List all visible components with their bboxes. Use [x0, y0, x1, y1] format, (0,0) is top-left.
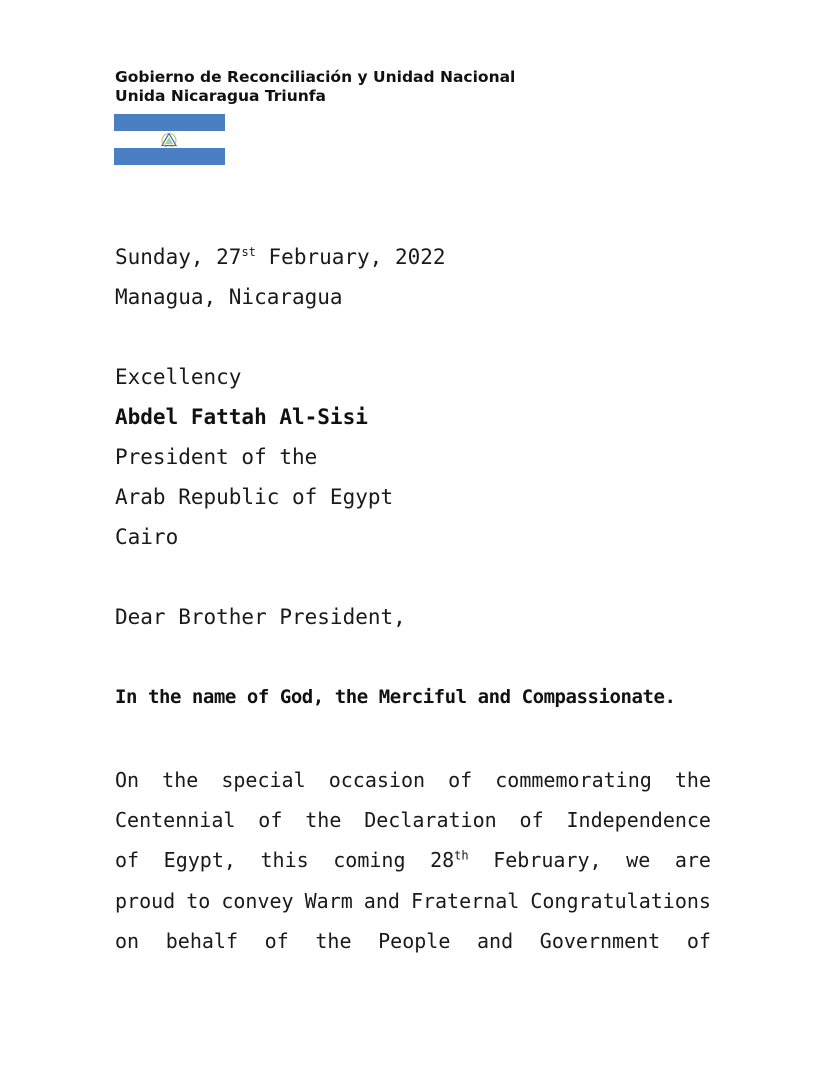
body-word: and — [363, 888, 400, 913]
body-word: we — [626, 848, 651, 873]
body-word: the — [305, 808, 342, 833]
letterhead-slogan: Unida Nicaragua Triunfa — [115, 87, 327, 105]
coat-of-arms-icon — [160, 132, 178, 147]
body-word: Centennial — [115, 808, 236, 833]
body-word: commemorating — [495, 768, 652, 792]
body-word: of — [264, 928, 289, 953]
body-line — [115, 921, 711, 961]
body-word: this — [260, 848, 309, 873]
body-word: are — [674, 848, 711, 873]
body-word: coming — [333, 848, 406, 873]
body-word: of — [686, 928, 711, 953]
body-word: On — [115, 768, 140, 792]
addressee-salutation: Excellency — [115, 365, 242, 389]
addressee-title-line1: President of the — [115, 445, 318, 469]
letterhead-government-name: Gobierno de Reconciliación y Unidad Nacional — [115, 68, 516, 86]
letter-body — [115, 760, 711, 961]
body-day-suffix: th — [454, 848, 469, 863]
body-line — [115, 881, 711, 921]
addressee-name: Abdel Fattah Al-Sisi — [115, 405, 368, 429]
body-word: Government — [539, 928, 661, 953]
body-word: proud — [115, 888, 176, 913]
letter-place: Managua, Nicaragua — [115, 285, 343, 309]
body-word: the — [674, 768, 711, 792]
body-word: the — [162, 768, 199, 792]
letter-date — [115, 245, 446, 269]
date-day-suffix: st — [241, 245, 256, 259]
body-word: special — [221, 768, 306, 792]
letterhead — [115, 68, 515, 106]
body-line — [115, 840, 711, 880]
body-word: behalf — [165, 928, 238, 953]
body-word: occasion — [328, 768, 426, 792]
body-day-number: 28 — [430, 848, 455, 873]
nicaragua-flag-icon — [114, 114, 225, 165]
addressee-city: Cairo — [115, 525, 179, 549]
body-word: of — [448, 768, 473, 792]
body-word: February, — [493, 848, 602, 873]
invocation: In the name of God, the Merciful and Compassionate. — [115, 686, 676, 708]
date-month-year: February, 2022 — [255, 245, 446, 269]
body-word: and — [477, 928, 514, 953]
greeting: Dear Brother President, — [115, 605, 406, 629]
body-word: to — [186, 888, 211, 913]
flag-bottom-stripe — [114, 148, 225, 165]
body-date-day — [430, 840, 469, 880]
body-word: of — [115, 848, 140, 873]
body-word: Congratulations — [530, 888, 711, 913]
body-line — [115, 800, 711, 840]
body-word: Fraternal — [410, 888, 520, 913]
body-word: the — [315, 928, 352, 953]
body-word: Declaration — [364, 808, 497, 833]
body-word: People — [378, 928, 451, 953]
body-word: Egypt, — [163, 848, 236, 873]
date-day: Sunday, 27 — [115, 245, 242, 269]
flag-middle-stripe — [114, 131, 225, 148]
body-word: of — [519, 808, 544, 833]
body-line — [115, 760, 711, 800]
addressee-title-line2: Arab Republic of Egypt — [115, 485, 394, 509]
body-word: Warm — [304, 888, 353, 913]
flag-top-stripe — [114, 114, 225, 131]
body-word: Independence — [566, 808, 711, 833]
body-word: on — [115, 928, 140, 953]
body-word: of — [258, 808, 283, 833]
body-word: convey — [221, 888, 294, 913]
